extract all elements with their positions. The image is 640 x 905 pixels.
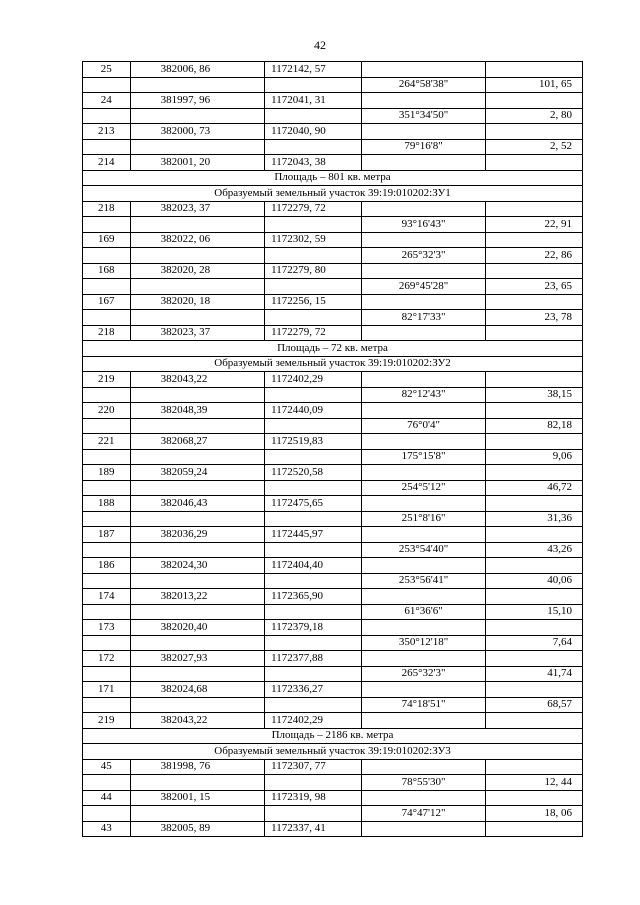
section-header: Площадь – 72 кв. метра [83,341,583,357]
point-row [83,263,583,279]
empty-cell [485,759,582,775]
empty-cell [362,155,485,171]
empty-cell [485,465,582,481]
x-coordinate: 382001, 15 [130,790,265,806]
segment-row [83,806,583,822]
empty-cell [265,480,362,496]
empty-cell [130,108,265,124]
y-coordinate: 1172365,90 [265,589,362,605]
x-coordinate: 382020, 18 [130,294,265,310]
section-header-row [83,356,583,372]
direction-angle: 251°8'16" [362,511,485,527]
point-row [83,620,583,636]
segment-length: 43,26 [485,542,582,558]
empty-cell [83,449,131,465]
empty-cell [83,108,131,124]
empty-cell [362,232,485,248]
empty-cell [130,666,265,682]
point-row [83,496,583,512]
x-coordinate: 382068,27 [130,434,265,450]
empty-cell [362,465,485,481]
y-coordinate: 1172043, 38 [265,155,362,171]
point-number: 168 [83,263,131,279]
point-number: 221 [83,434,131,450]
point-row [83,325,583,341]
direction-angle: 61°36'6" [362,604,485,620]
empty-cell [265,248,362,264]
point-row [83,651,583,667]
empty-cell [362,790,485,806]
section-header: Образуемый земельный участок 39:19:010202:ЗУ1 [83,186,583,202]
empty-cell [362,294,485,310]
point-row [83,403,583,419]
empty-cell [130,806,265,822]
segment-row [83,418,583,434]
point-number: 214 [83,155,131,171]
segment-row [83,387,583,403]
empty-cell [83,666,131,682]
point-row [83,821,583,837]
point-number: 186 [83,558,131,574]
section-header-row [83,728,583,744]
point-row [83,759,583,775]
y-coordinate: 1172519,83 [265,434,362,450]
empty-cell [265,108,362,124]
empty-cell [130,418,265,434]
empty-cell [485,434,582,450]
empty-cell [485,682,582,698]
section-header-row [83,341,583,357]
empty-cell [130,139,265,155]
segment-length: 31,36 [485,511,582,527]
empty-cell [265,604,362,620]
empty-cell [362,682,485,698]
empty-cell [83,697,131,713]
segment-length: 18, 06 [485,806,582,822]
direction-angle: 175°15'8" [362,449,485,465]
point-row [83,434,583,450]
segment-row [83,248,583,264]
y-coordinate: 1172040, 90 [265,124,362,140]
empty-cell [130,480,265,496]
empty-cell [265,139,362,155]
empty-cell [265,418,362,434]
empty-cell [362,62,485,78]
segment-row [83,635,583,651]
segment-row [83,310,583,326]
coordinates-table-body [83,62,583,837]
empty-cell [83,248,131,264]
y-coordinate: 1172336,27 [265,682,362,698]
empty-cell [485,294,582,310]
x-coordinate: 382005, 89 [130,821,265,837]
point-number: 174 [83,589,131,605]
direction-angle: 74°18'51" [362,697,485,713]
segment-row [83,139,583,155]
x-coordinate: 382023, 37 [130,325,265,341]
segment-row [83,279,583,295]
direction-angle: 264°58'38" [362,77,485,93]
empty-cell [130,279,265,295]
empty-cell [265,666,362,682]
empty-cell [130,604,265,620]
y-coordinate: 1172256, 15 [265,294,362,310]
empty-cell [83,139,131,155]
empty-cell [83,310,131,326]
point-number: 189 [83,465,131,481]
direction-angle: 265°32'3" [362,666,485,682]
section-header: Площадь – 801 кв. метра [83,170,583,186]
point-row [83,558,583,574]
y-coordinate: 1172404,40 [265,558,362,574]
x-coordinate: 382024,30 [130,558,265,574]
segment-length: 68,57 [485,697,582,713]
page-number: 42 [314,38,326,52]
y-coordinate: 1172440,09 [265,403,362,419]
empty-cell [485,496,582,512]
empty-cell [485,589,582,605]
empty-cell [362,821,485,837]
point-row [83,790,583,806]
empty-cell [130,310,265,326]
direction-angle: 82°12'43" [362,387,485,403]
segment-row [83,697,583,713]
y-coordinate: 1172520,58 [265,465,362,481]
section-header-row [83,186,583,202]
x-coordinate: 382023, 37 [130,201,265,217]
empty-cell [485,201,582,217]
point-number: 187 [83,527,131,543]
point-number: 43 [83,821,131,837]
segment-length: 9,06 [485,449,582,465]
empty-cell [362,124,485,140]
point-row [83,682,583,698]
empty-cell [130,542,265,558]
x-coordinate: 382001, 20 [130,155,265,171]
direction-angle: 351°34'50" [362,108,485,124]
empty-cell [485,790,582,806]
empty-cell [83,542,131,558]
point-row [83,527,583,543]
x-coordinate: 382027,93 [130,651,265,667]
empty-cell [362,434,485,450]
segment-length: 41,74 [485,666,582,682]
empty-cell [265,542,362,558]
empty-cell [265,697,362,713]
empty-cell [130,573,265,589]
segment-row [83,666,583,682]
point-number: 172 [83,651,131,667]
empty-cell [130,775,265,791]
x-coordinate: 382020,40 [130,620,265,636]
x-coordinate: 382020, 28 [130,263,265,279]
y-coordinate: 1172402,29 [265,713,362,729]
point-number: 213 [83,124,131,140]
point-row [83,589,583,605]
empty-cell [265,775,362,791]
empty-cell [485,527,582,543]
y-coordinate: 1172475,65 [265,496,362,512]
empty-cell [83,775,131,791]
segment-length: 22, 91 [485,217,582,233]
y-coordinate: 1172041, 31 [265,93,362,109]
empty-cell [265,511,362,527]
empty-cell [362,372,485,388]
empty-cell [362,325,485,341]
direction-angle: 82°17'33" [362,310,485,326]
empty-cell [83,480,131,496]
x-coordinate: 381997, 96 [130,93,265,109]
empty-cell [83,217,131,233]
segment-length: 46,72 [485,480,582,496]
coordinates-table [82,61,583,837]
empty-cell [130,449,265,465]
direction-angle: 76°0'4" [362,418,485,434]
direction-angle: 74°47'12" [362,806,485,822]
x-coordinate: 382059,24 [130,465,265,481]
y-coordinate: 1172402,29 [265,372,362,388]
x-coordinate: 382043,22 [130,713,265,729]
segment-length: 23, 65 [485,279,582,295]
y-coordinate: 1172279, 80 [265,263,362,279]
x-coordinate: 381998, 76 [130,759,265,775]
segment-row [83,480,583,496]
empty-cell [362,589,485,605]
empty-cell [83,511,131,527]
empty-cell [485,403,582,419]
direction-angle: 253°56'41" [362,573,485,589]
point-number: 218 [83,201,131,217]
empty-cell [130,248,265,264]
x-coordinate: 382048,39 [130,403,265,419]
point-number: 167 [83,294,131,310]
segment-length: 7,64 [485,635,582,651]
segment-length: 2, 80 [485,108,582,124]
segment-row [83,775,583,791]
point-number: 220 [83,403,131,419]
point-row [83,465,583,481]
y-coordinate: 1172377,88 [265,651,362,667]
segment-length: 40,06 [485,573,582,589]
segment-row [83,542,583,558]
direction-angle: 269°45'28" [362,279,485,295]
direction-angle: 93°16'43" [362,217,485,233]
direction-angle: 350°12'18" [362,635,485,651]
segment-row [83,77,583,93]
empty-cell [83,279,131,295]
direction-angle: 78°55'30" [362,775,485,791]
segment-row [83,573,583,589]
empty-cell [83,418,131,434]
empty-cell [362,93,485,109]
x-coordinate: 382036,29 [130,527,265,543]
segment-length: 22, 86 [485,248,582,264]
empty-cell [485,232,582,248]
y-coordinate: 1172279, 72 [265,325,362,341]
empty-cell [83,806,131,822]
empty-cell [362,620,485,636]
x-coordinate: 382022, 06 [130,232,265,248]
empty-cell [83,77,131,93]
segment-length: 38,15 [485,387,582,403]
empty-cell [362,527,485,543]
point-row [83,124,583,140]
segment-length: 23, 78 [485,310,582,326]
point-row [83,232,583,248]
empty-cell [130,511,265,527]
direction-angle: 265°32'3" [362,248,485,264]
segment-row [83,604,583,620]
empty-cell [265,217,362,233]
point-row [83,372,583,388]
x-coordinate: 382024,68 [130,682,265,698]
point-number: 171 [83,682,131,698]
y-coordinate: 1172337, 41 [265,821,362,837]
empty-cell [485,620,582,636]
y-coordinate: 1172142, 57 [265,62,362,78]
segment-length: 2, 52 [485,139,582,155]
segment-length: 15,10 [485,604,582,620]
empty-cell [265,387,362,403]
point-row [83,294,583,310]
empty-cell [362,558,485,574]
empty-cell [83,604,131,620]
y-coordinate: 1172379,18 [265,620,362,636]
segment-row [83,108,583,124]
empty-cell [265,77,362,93]
point-number: 24 [83,93,131,109]
empty-cell [362,263,485,279]
empty-cell [130,387,265,403]
x-coordinate: 382043,22 [130,372,265,388]
segment-length: 12, 44 [485,775,582,791]
point-number: 45 [83,759,131,775]
point-row [83,713,583,729]
y-coordinate: 1172302, 59 [265,232,362,248]
empty-cell [485,651,582,667]
empty-cell [83,635,131,651]
empty-cell [265,449,362,465]
direction-angle: 254°5'12" [362,480,485,496]
point-number: 44 [83,790,131,806]
point-number: 219 [83,713,131,729]
direction-angle: 253°54'40" [362,542,485,558]
empty-cell [362,496,485,512]
point-number: 219 [83,372,131,388]
segment-row [83,511,583,527]
empty-cell [130,697,265,713]
y-coordinate: 1172279, 72 [265,201,362,217]
empty-cell [362,651,485,667]
segment-row [83,449,583,465]
empty-cell [265,806,362,822]
empty-cell [485,713,582,729]
empty-cell [362,759,485,775]
y-coordinate: 1172445,97 [265,527,362,543]
section-header: Образуемый земельный участок 39:19:010202:ЗУ3 [83,744,583,760]
empty-cell [265,279,362,295]
point-number: 218 [83,325,131,341]
empty-cell [265,635,362,651]
empty-cell [83,573,131,589]
point-row [83,155,583,171]
empty-cell [485,124,582,140]
segment-row [83,217,583,233]
section-header: Площадь – 2186 кв. метра [83,728,583,744]
point-number: 173 [83,620,131,636]
empty-cell [485,325,582,341]
section-header: Образуемый земельный участок 39:19:010202:ЗУ2 [83,356,583,372]
empty-cell [485,372,582,388]
point-number: 25 [83,62,131,78]
x-coordinate: 382000, 73 [130,124,265,140]
empty-cell [485,93,582,109]
y-coordinate: 1172307, 77 [265,759,362,775]
section-header-row [83,170,583,186]
empty-cell [362,713,485,729]
segment-length: 82,18 [485,418,582,434]
empty-cell [362,201,485,217]
empty-cell [265,573,362,589]
empty-cell [362,403,485,419]
x-coordinate: 382046,43 [130,496,265,512]
point-row [83,62,583,78]
empty-cell [485,62,582,78]
x-coordinate: 382006, 86 [130,62,265,78]
point-row [83,201,583,217]
point-number: 188 [83,496,131,512]
x-coordinate: 382013,22 [130,589,265,605]
empty-cell [485,155,582,171]
empty-cell [130,635,265,651]
empty-cell [83,387,131,403]
segment-length: 101, 65 [485,77,582,93]
direction-angle: 79°16'8" [362,139,485,155]
empty-cell [130,217,265,233]
point-row [83,93,583,109]
empty-cell [130,77,265,93]
empty-cell [485,821,582,837]
empty-cell [265,310,362,326]
section-header-row [83,744,583,760]
empty-cell [485,263,582,279]
empty-cell [485,558,582,574]
y-coordinate: 1172319, 98 [265,790,362,806]
point-number: 169 [83,232,131,248]
